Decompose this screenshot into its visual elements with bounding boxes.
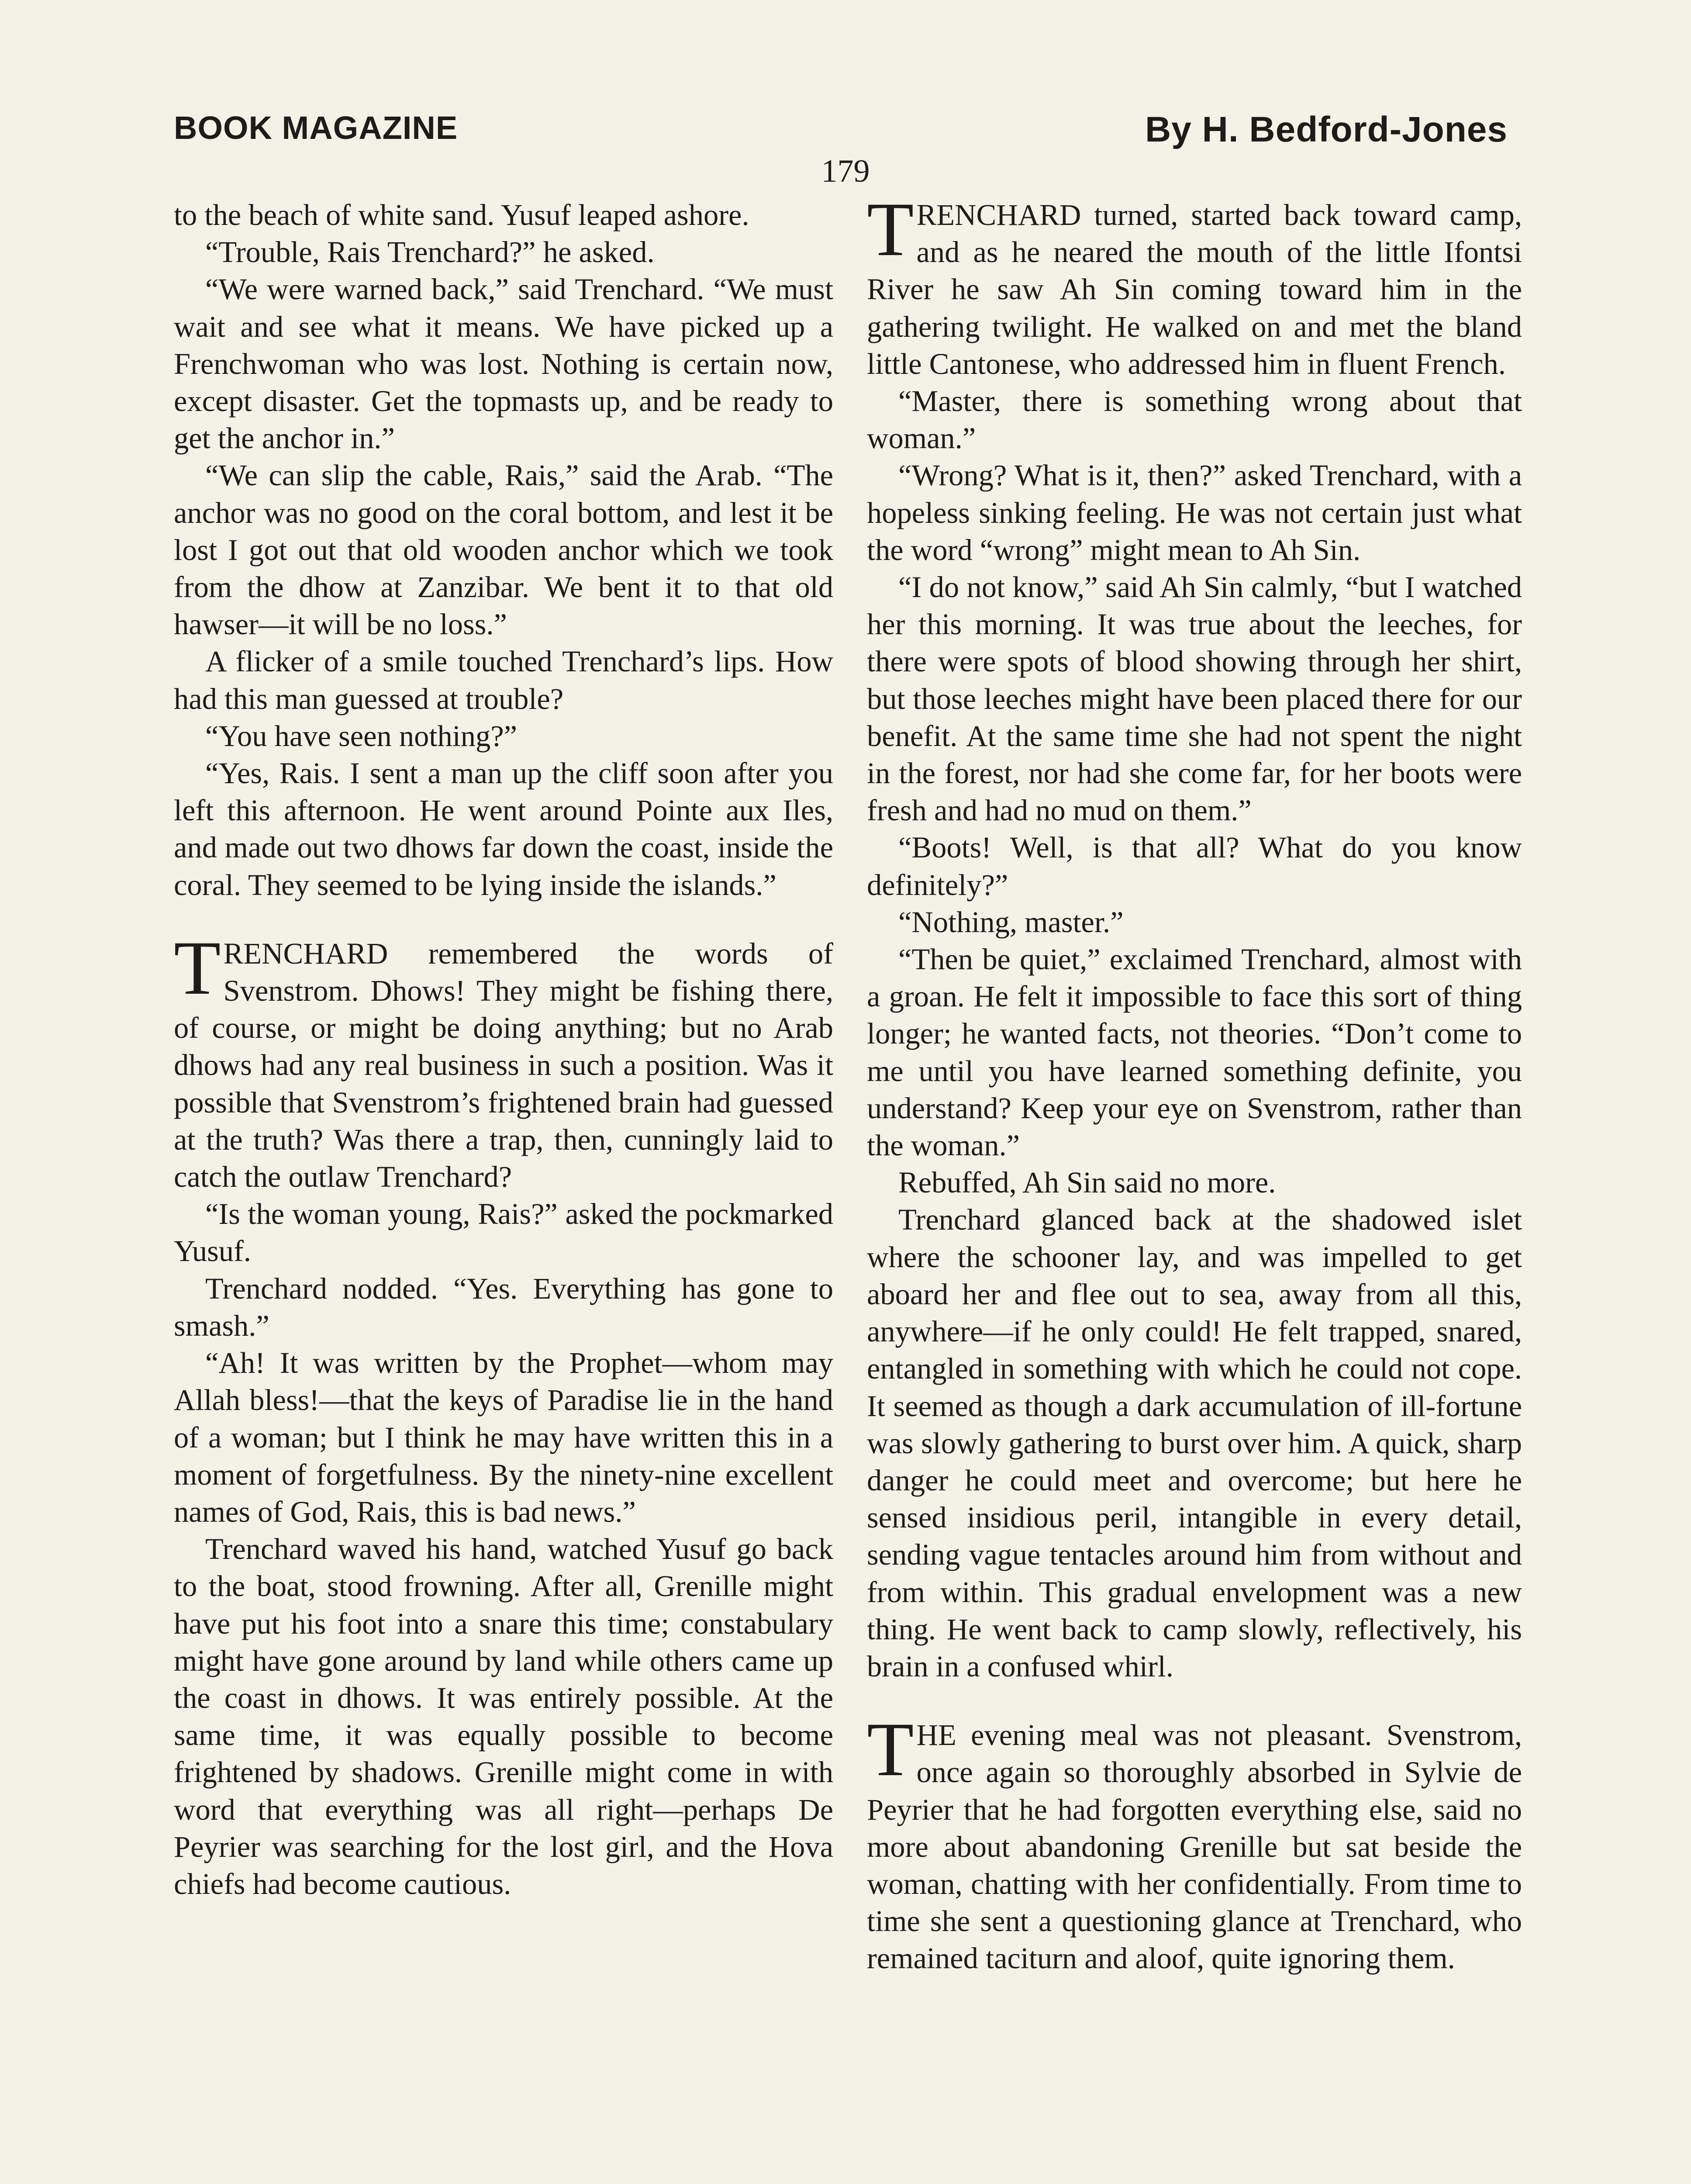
paragraph: “I do not know,” said Ah Sin calmly, “but I watched her this morning. It was true about the leeches, for there were spots of blood showing through her shirt, but those leeches might have been placed there for our benefit. At the same time she had not spent the night in the forest, nor had she come far, for her boots were fresh and had no mud on them.” xyxy=(867,570,1522,827)
paragraph: Trenchard waved his hand, watched Yusuf go back to the boat, stood frowning. After all, Grenille might have put his foot into a snare this time; constabulary might have gone around by land while others came up the coast in dhows. It was entirely possible. At the same time, it was equally possible to become frightened by shadows. Grenille might come in with word that everything was all right—perhaps De Peyrier was searching for the lost girl, and the Hova chiefs had become cautious. xyxy=(174,1532,833,1901)
smallcaps-lead: HE xyxy=(916,1718,956,1752)
paragraph: “Nothing, master.” xyxy=(898,905,1124,939)
paragraph: “Boots! Well, is that all? What do you know definitely?” xyxy=(867,831,1522,902)
smallcaps-lead: RENCHARD xyxy=(916,198,1081,232)
paragraph: “Then be quiet,” exclaimed Trenchard, almost with a groan. He felt it impossible to face this sort of thing longer; he wanted facts, not theories. “Don’t come to me until you have learned something definite, you understand? Keep your eye on Svenstrom, rather than the woman.” xyxy=(867,943,1522,1162)
section-opening-paragraph xyxy=(174,925,833,1196)
paragraph-text: evening meal was not pleasant. Svenstrom, once again so thoroughly absorbed in Sylvie de Peyrier that he had forgotten everything else, said no more about abandoning Grenille but sat beside the woman, chatting with her confidentially. From time to time she sent a questioning glance at Trenchard, who remained taciturn and aloof, quite ignoring them. xyxy=(867,1718,1522,1975)
paragraph: Trenchard glanced back at the shadowed islet where the schooner lay, and was impelled to get aboard her and flee out to sea, away from all this, anywhere—if he only could! He felt trapped, snared, entangled in something with which he could not cope. It seemed as though a dark accumulation of ill-fortune was slowly gathering to burst over him. A quick, sharp danger he could meet and overcome; but here he sensed insidious peril, intangible in every detail, sending vague tentacles around him from without and from within. This gradual envelopment was a new thing. He went back to camp slowly, reflectively, his brain in a confused whirl. xyxy=(867,1203,1522,1683)
paragraph: “Ah! It was written by the Prophet—whom may Allah bless!—that the keys of Paradise lie in the hand of a woman; but I think he may have written this in a moment of forgetfulness. By the ninety-nine excellent names of God, Rais, this is bad news.” xyxy=(174,1346,833,1528)
author-byline: By H. Bedford-Jones xyxy=(1145,110,1508,149)
magazine-title: BOOK MAGAZINE xyxy=(174,110,458,146)
drop-initial: T xyxy=(174,925,221,1011)
paragraph: A flicker of a smile touched Trenchard’s lips. How had this man guessed at trouble? xyxy=(174,645,833,715)
section-opening-paragraph xyxy=(867,1707,1522,1977)
page-number: 179 xyxy=(821,153,870,189)
paragraph: Rebuffed, Ah Sin said no more. xyxy=(898,1166,1276,1199)
left-column xyxy=(174,197,833,1903)
paragraph: to the beach of white sand. Yusuf leaped ashore. xyxy=(174,198,749,232)
paragraph: “We can slip the cable, Rais,” said the Arab. “The anchor was no good on the coral bottom, and lest it be lost I got out that old wooden anchor which we took from the dhow at Zanzibar. We bent it to that old hawser—it will be no loss.” xyxy=(174,459,833,641)
paragraph: “Is the woman young, Rais?” asked the pockmarked Yusuf. xyxy=(174,1197,833,1268)
paragraph: “Trouble, Rais Trenchard?” he asked. xyxy=(205,235,655,269)
right-column xyxy=(867,187,1522,1977)
paragraph: “You have seen nothing?” xyxy=(205,719,518,753)
paragraph: “Yes, Rais. I sent a man up the cliff soon after you left this afternoon. He went around Pointe aux Iles, and made out two dhows far down the coast, inside the coral. They seemed to be lying inside the islands.” xyxy=(174,757,833,902)
section-opening-paragraph xyxy=(867,187,1522,383)
paragraph: “Wrong? What is it, then?” asked Trenchard, with a hopeless sinking feeling. He was not certain just what the word “wrong” might mean to Ah Sin. xyxy=(867,459,1522,567)
paragraph: Trenchard nodded. “Yes. Everything has gone to smash.” xyxy=(174,1272,833,1342)
paragraph: “Master, there is something wrong about that woman.” xyxy=(867,384,1522,455)
paragraph: “We were warned back,” said Trenchard. “We must wait and see what it means. We have picked up a Frenchwoman who was lost. Nothing is certain now, except disaster. Get the topmasts up, and be ready to get the anchor in.” xyxy=(174,273,833,455)
paragraph-text: remembered the words of Svenstrom. Dhows! They might be fishing there, of course, or might be doing anything; but no Arab dhows had any real business in such a position. Was it possible that Svenstrom’s frightened brain had guessed at the truth? Was there a trap, then, cunningly laid to catch the outlaw Trenchard? xyxy=(174,936,833,1194)
drop-initial: T xyxy=(867,187,914,272)
paragraph-text: turned, started back toward camp, and as he neared the mouth of the little Ifontsi River he saw Ah Sin coming toward him in the gathering twilight. He walked on and met the bland little Cantonese, who addressed him in fluent French. xyxy=(867,198,1522,380)
smallcaps-lead: RENCHARD xyxy=(223,936,388,970)
drop-initial: T xyxy=(867,1707,914,1793)
